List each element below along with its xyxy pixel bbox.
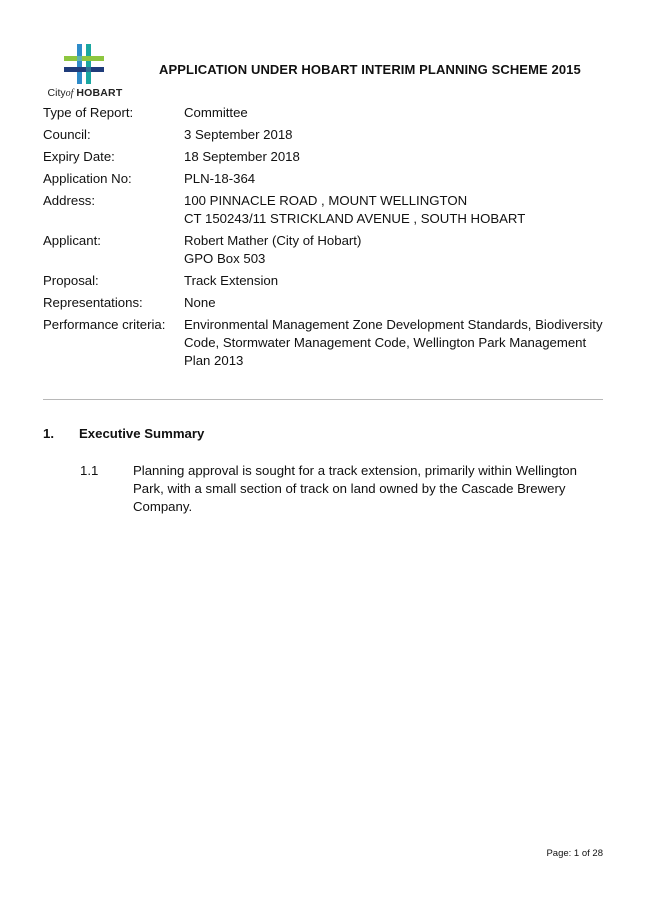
detail-row-council	[43, 126, 613, 144]
section-heading	[43, 426, 204, 441]
detail-label: Council:	[43, 127, 91, 142]
detail-row-proposal	[43, 272, 613, 290]
address-line-2: CT 150243/11 STRICKLAND AVENUE , SOUTH HOBART	[184, 211, 526, 226]
detail-value	[184, 148, 613, 166]
detail-label: Representations:	[43, 295, 143, 310]
detail-label: Performance criteria:	[43, 317, 166, 332]
detail-value	[184, 294, 613, 312]
logo-wordmark	[46, 87, 124, 99]
logo-hobart-text: HOBART	[76, 87, 123, 99]
detail-row-performance-criteria	[43, 316, 613, 370]
detail-row-address	[43, 192, 613, 228]
expiry-date-value: 18 September 2018	[184, 149, 300, 164]
detail-label: Type of Report:	[43, 105, 134, 120]
detail-row-applicant	[43, 232, 613, 268]
document-title: APPLICATION UNDER HOBART INTERIM PLANNING SCHEME 2015	[159, 62, 581, 77]
detail-row-application-no	[43, 170, 613, 188]
detail-value	[184, 104, 613, 122]
detail-label: Applicant:	[43, 233, 101, 248]
detail-label: Address:	[43, 193, 96, 208]
representations-value: None	[184, 295, 216, 310]
detail-value	[184, 126, 613, 144]
logo-of-text: of	[65, 88, 74, 99]
city-of-hobart-logo	[46, 44, 124, 102]
paragraph-number: 1.1	[80, 463, 99, 478]
paragraph	[80, 462, 610, 516]
applicant-line-1: Robert Mather (City of Hobart)	[184, 233, 362, 248]
detail-value	[184, 192, 613, 228]
paragraph-text: Planning approval is sought for a track extension, primarily within Wellington Park, with a small section of track on land owned by the Cascade Brewery Company.	[133, 463, 577, 514]
detail-row-expiry-date	[43, 148, 613, 166]
detail-label: Expiry Date:	[43, 149, 115, 164]
detail-value	[184, 316, 613, 370]
section-divider	[43, 399, 603, 400]
application-details	[43, 104, 613, 374]
section-title: Executive Summary	[79, 426, 205, 441]
council-value: 3 September 2018	[184, 127, 293, 142]
section-number: 1.	[43, 426, 54, 441]
detail-label: Proposal:	[43, 273, 99, 288]
address-line-1: 100 PINNACLE ROAD , MOUNT WELLINGTON	[184, 193, 468, 208]
hobart-logo-icon	[64, 44, 104, 84]
detail-row-representations	[43, 294, 613, 312]
detail-row-type-of-report	[43, 104, 613, 122]
page-number: Page: 1 of 28	[546, 848, 603, 859]
performance-criteria-value: Environmental Management Zone Development Standards, Biodiversity Code, Stormwater Management Code, Wellington Park Management Plan 2013	[184, 317, 603, 368]
applicant-line-2: GPO Box 503	[184, 251, 266, 266]
logo-city-text: City	[47, 87, 66, 99]
type-of-report-value: Committee	[184, 105, 248, 120]
detail-value	[184, 170, 613, 188]
application-no-value: PLN-18-364	[184, 171, 256, 186]
detail-value	[184, 232, 613, 268]
detail-label: Application No:	[43, 171, 132, 186]
proposal-value: Track Extension	[184, 273, 279, 288]
detail-value	[184, 272, 613, 290]
